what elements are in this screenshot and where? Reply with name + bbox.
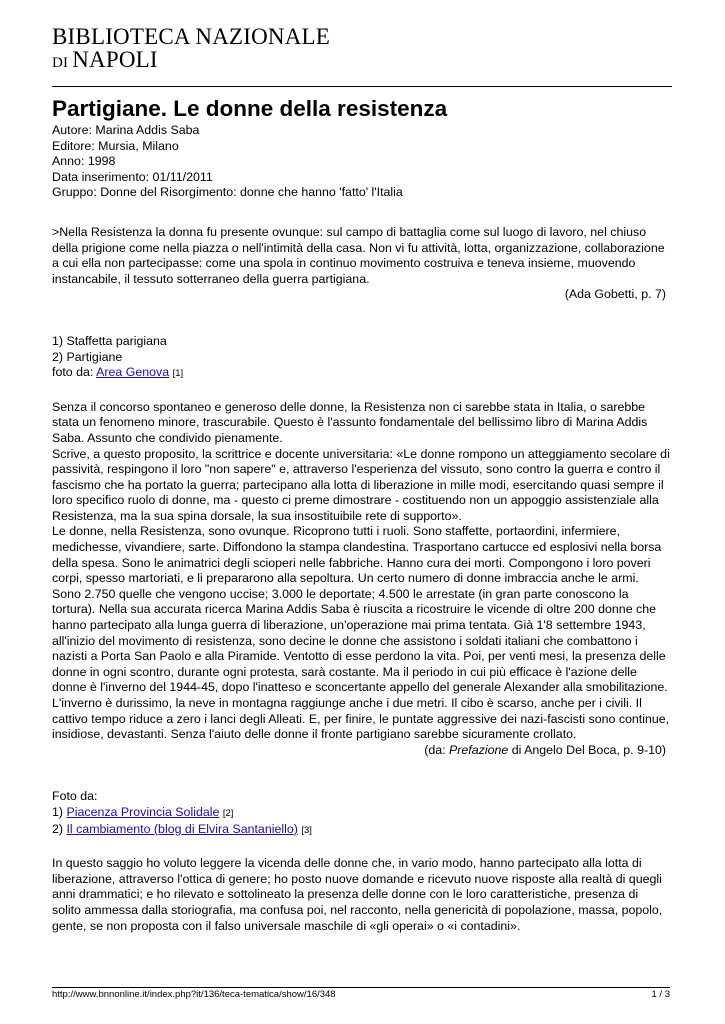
footnote-ref-1: [1] <box>172 368 184 380</box>
logo-line-1: BIBLIOTECA NAZIONALE <box>52 24 331 49</box>
footnote-ref-2: [2] <box>222 807 234 819</box>
page-footer <box>52 987 670 1001</box>
photo-caption-2: 2) Partigiane <box>52 349 123 364</box>
body-paragraph-1: Senza il concorso spontaneo e generoso delle donne, la Resistenza non ci sarebbe stata in Italia, o sarebbe stata un fenomeno minore, trascurabile. Questo è l'assunto fondamentale del bellissimo libro di Marina Addis Saba. Assunto che condivido pienamente. <box>52 399 648 445</box>
spacer <box>52 838 670 856</box>
spacer <box>52 758 670 789</box>
meta-publisher: Editore: Mursia, Milano <box>52 138 179 153</box>
preface-source-prefix: (da: <box>424 742 450 757</box>
page-number: 1 / 3 <box>651 989 670 1000</box>
meta-author: Autore: Marina Addis Saba <box>52 123 200 137</box>
body-paragraph-2: Scrive, a questo proposito, la scrittrice e docente universitaria: «Le donne rompono un atteggiamento secolare di passività, respingono il loro "non sapere" e, attraverso l'esperienza del vissuto, sono contro la guerra e contro il fascismo che ha portato la guerra; partecipano alla lotta di liberazione in mille modi, esercitando quasi sempre il loro specifico ruolo di donne, ma - questo ci preme dimostrare - costituendo non un appoggio assistenziale alla Resistenza, ma la sua spina dorsale, la sua insostituibile rete di supporto». <box>52 446 670 523</box>
spacer <box>52 201 670 225</box>
meta-year: Anno: 1998 <box>52 154 116 169</box>
page-title: Partigiane. Le donne della resistenza <box>52 96 448 121</box>
area-genova-link[interactable]: Area Genova <box>96 365 170 380</box>
photo-credit-prefix: foto da: <box>52 365 97 380</box>
library-logo <box>52 24 330 74</box>
meta-group: Gruppo: Donne del Risorgimento: donne che hanno 'fatto' l'Italia <box>52 185 403 200</box>
photo-source-2 <box>52 822 670 839</box>
footnote-ref-3: [3] <box>301 824 312 836</box>
preface-source-title: Prefazione <box>449 742 509 757</box>
preface-source-suffix: di Angelo Del Boca, p. 9-10) <box>508 742 666 757</box>
meta-date: Data inserimento: 01/11/2011 <box>52 169 213 184</box>
footer-url: http://www.bnnonline.it/index.php?it/136/teca-tematica/show/16/348 <box>52 989 336 1000</box>
photo-source-1 <box>52 805 670 822</box>
spacer <box>52 303 670 334</box>
logo-di: DI <box>52 55 69 71</box>
book-metadata <box>52 123 670 201</box>
preface-source <box>52 743 670 759</box>
piacenza-link[interactable]: Piacenza Provincia Solidale <box>66 804 220 819</box>
page-content <box>52 96 670 934</box>
logo-line-2 <box>52 49 330 74</box>
logo-napoli: NAPOLI <box>72 47 158 72</box>
gobetti-quote: >Nella Resistenza la donna fu presente ovunque: sul campo di battaglia come sul luogo di lavoro, nel chiuso della prigione come nella piazza o nell'intimità della casa. Non vi fu attività, lotta, organizzazione, collaborazione a cui ella non partecipasse: come una spola in continuo movimento costruiva e teneva insieme, muovendo instancabile, il tessuto sotterraneo della guerra partigiana. <box>52 224 665 286</box>
body-paragraph-3: Le donne, nella Resistenza, sono ovunque. Ricoprono tutti i ruoli. Sono staffette, portaordini, infermiere, medichesse, vivandiere, sarte. Diffondono la stampa clandestina. Trasportano cartucce ed esplosivi nella borsa della spesa. Sono le animatrici degli scioperi nelle fabbriche. Hanno cura dei morti. Compongono i loro poveri corpi, spesso martoriati, e li prepararono alla sepoltura. Un certo numero di donne imbraccia anche le armi. Sono 2.750 quelle che vengono uccise; 3.000 le deportate; 4.500 le arrestate (in gran parte conoscono la tortura). Nella sua accurata ricerca Marina Addis Saba è riuscita a ricostruire le vicende di oltre 200 donne che hanno partecipato alla lunga guerra di liberazione, un'operazione mai prima tentata. Già 1'8 settembre 1943, all'inizio del movimento di resistenza, sono decine le donne che assistono i soldati italiani che combattono i nazisti a Porta San Paolo e alla Piramide. Ventotto di esse perdono la vita. Poi, per venti mesi, la presenza delle donne in ogni scontro, durante ogni protesta, sarà costante. Ma il periodo in cui più efficace è l'azione delle donne è l'inverno del 1944-45, dopo l'inatteso e sconcertante appello del generale Alexander alla smobilitazione. L'inverno è durissimo, la neve in montagna raggiunge anche i due metri. Il cibo è scarso, anche per i civili. Il cattivo tempo riduce a zero i lanci degli Alleati. E, per finire, le puntate aggressive dei nazi-fascisti sono continue, insidiose, devastanti. Senza l'aiuto delle donne il fronte partigiano sarebbe sicuramente crollato. <box>52 524 670 742</box>
photo-source-1-prefix: 1) <box>52 804 67 819</box>
closing-paragraph: In questo saggio ho voluto leggere la vicenda delle donne che, in vario modo, hanno partecipato alla lotta di liberazione, attraverso l'ottica di genere; ho posto nuove domande e ricevuto nuove risposte alla realtà di quegli anni drammatici; e ho rilevato e sottolineato la presenza delle donne con le loro caratteristiche, presenza di solito ammessa dalla storiografia, ma confusa poi, nel racconto, nella genericità di popolazione, massa, popolo, gente, se non proposta con il falso universale maschile di «gli operai» o «i contadini». <box>52 856 663 933</box>
gobetti-source: (Ada Gobetti, p. 7) <box>564 287 666 302</box>
header-rule <box>52 86 672 87</box>
photo-source-2-prefix: 2) <box>52 821 67 836</box>
photos-label: Foto da: <box>52 789 98 804</box>
spacer <box>52 382 670 400</box>
cambiamento-blog-link[interactable]: Il cambiamento (blog di Elvira Santaniello) <box>66 821 298 836</box>
photo-caption-1: 1) Staffetta parigiana <box>52 333 167 348</box>
photo-credit <box>52 365 670 382</box>
